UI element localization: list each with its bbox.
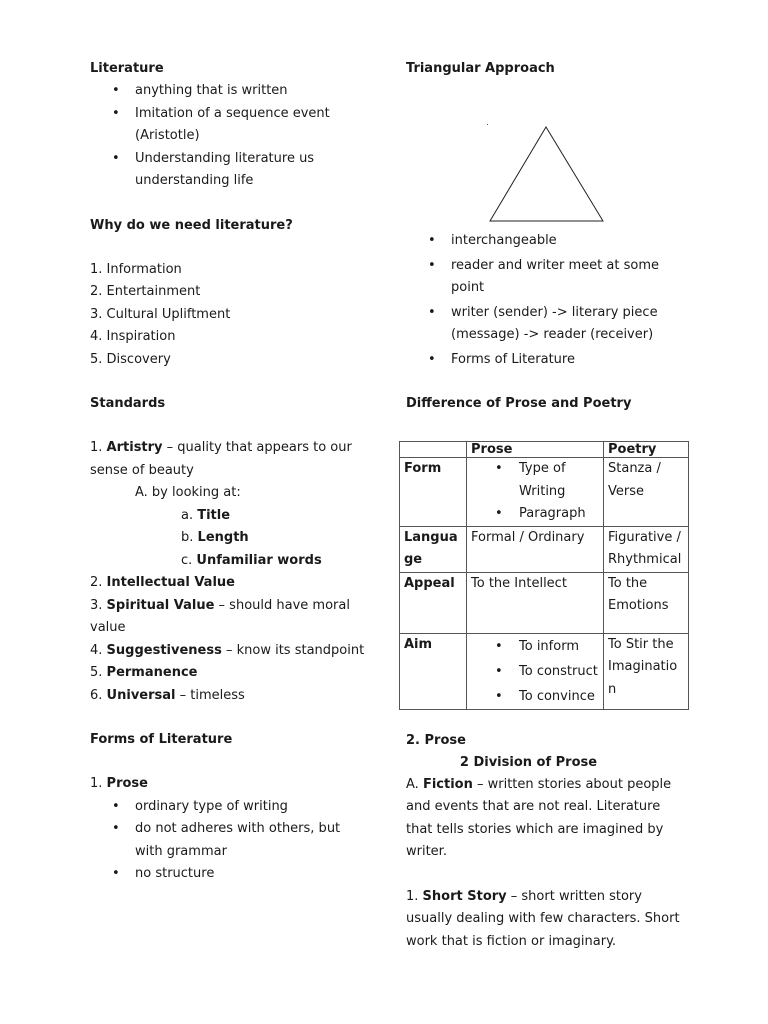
standard-spiritual [90, 595, 380, 618]
table-row [400, 633, 689, 709]
list-item [471, 458, 599, 503]
item-letter: c. [181, 552, 197, 568]
term: Suggestiveness [106, 642, 222, 658]
description: – should have moral [214, 597, 350, 613]
list-item-text: Type of [519, 461, 566, 476]
list-item: • anything that is written [90, 80, 380, 103]
term: Title [197, 507, 231, 523]
cell-list [471, 458, 599, 526]
cell-text: Imaginatio [608, 659, 678, 674]
description-cont: value [90, 620, 126, 635]
standard-suggestiveness [90, 640, 380, 663]
description: – know its standpoint [221, 642, 365, 658]
item-number: 2. [90, 575, 107, 590]
list-item-text: Imitation of a sequence event [135, 105, 330, 121]
cell-text: Verse [608, 483, 644, 499]
table-cell [604, 526, 689, 572]
prose-item [90, 773, 380, 796]
item-letter: b. [181, 530, 198, 545]
right-column [406, 58, 706, 953]
description: – short written story [506, 888, 642, 904]
row-label [400, 526, 467, 572]
list-item-text: (Aristotle) [135, 128, 200, 143]
standard-intellectual [90, 572, 380, 595]
list-item: • no structure [90, 863, 380, 886]
difference-heading: Difference of Prose and Poetry [406, 396, 632, 411]
term: Short Story [422, 888, 507, 904]
sub-sub-item [90, 505, 380, 528]
list-item-text: with grammar [135, 843, 227, 859]
list-item: • Forms of Literature [406, 349, 706, 372]
prose-list [90, 796, 380, 886]
left-column [90, 58, 380, 886]
list-item [406, 255, 706, 300]
list-item: 5. Discovery [90, 351, 171, 367]
list-item: • To construct [471, 659, 599, 684]
item-number: 1. [90, 776, 107, 791]
triangular-list [406, 230, 706, 371]
standard-permanence [90, 662, 380, 685]
description-cont: work that is fiction or imaginary. [406, 933, 617, 949]
list-item [90, 103, 380, 148]
prose-heading: 2. Prose [406, 732, 466, 748]
description-cont: and events that are not real. Literature [406, 799, 661, 814]
term: Universal [106, 687, 176, 703]
description: – written stories about people [472, 776, 672, 792]
term: Spiritual Value [106, 597, 215, 613]
description-cont: that tells stories which are imagined by [406, 821, 664, 837]
table-header-row [400, 442, 689, 458]
literature-heading: Literature [90, 61, 164, 76]
list-item: 2. Entertainment [90, 284, 201, 299]
row-label: Aim [400, 633, 467, 709]
sub-sub-item [90, 527, 380, 550]
table-header: Prose [467, 442, 604, 458]
cell-text: To Stir the [608, 636, 674, 652]
item-number: 4. [90, 642, 107, 658]
list-item: • To convince [471, 684, 599, 709]
item-number: 3. [90, 597, 107, 613]
list-item: • interchangeable [406, 230, 706, 253]
list-item-text: Writing [519, 483, 566, 499]
table-cell: To the Intellect [467, 572, 604, 633]
cell-text: Stanza / [608, 461, 661, 476]
list-item-text: writer (sender) -> literary piece [451, 304, 658, 320]
description: – timeless [175, 687, 245, 703]
list-item-text: do not adheres with others, but [135, 821, 341, 836]
list-item: 1. Information [90, 261, 182, 277]
list-item: • ordinary type of writing [90, 796, 380, 819]
triangle-shape [488, 124, 606, 224]
cell-text: To the [608, 575, 648, 591]
description: – quality that appears to our [162, 440, 352, 455]
table-cell: Formal / Ordinary [467, 526, 604, 572]
term: Fiction [422, 776, 473, 792]
table-row [400, 526, 689, 572]
term: Length [197, 530, 249, 545]
table-row [400, 458, 689, 527]
standard-artistry [90, 437, 380, 460]
description-cont: sense of beauty [90, 462, 194, 478]
cell-list [471, 634, 599, 709]
row-label: Form [400, 458, 467, 527]
item-number: 1. [90, 440, 107, 455]
sub-sub-item [90, 550, 380, 573]
short-story-item [406, 886, 706, 909]
list-item-text: Understanding literature us [135, 150, 315, 166]
list-item-text: understanding life [135, 173, 254, 188]
literature-list [90, 80, 380, 193]
cell-text: Langua [404, 529, 458, 545]
list-item: • Paragraph [471, 503, 599, 526]
cell-text: ge [404, 552, 423, 567]
table-cell [604, 633, 689, 709]
item-number: 5. [90, 665, 107, 680]
why-heading: Why do we need literature? [90, 217, 293, 233]
table-header: Poetry [604, 442, 689, 458]
list-item-text: reader and writer meet at some [451, 257, 659, 273]
list-item [90, 818, 380, 863]
list-item-text: point [451, 280, 485, 295]
list-item: 3. Cultural Upliftment [90, 306, 231, 322]
term: Intellectual Value [106, 575, 235, 590]
division-heading: 2 Division of Prose [459, 754, 598, 770]
list-item [90, 148, 380, 193]
list-item-text: (message) -> reader (receiver) [451, 327, 654, 342]
term: Artistry [106, 440, 163, 455]
cell-text: n [608, 681, 617, 697]
item-number: 6. [90, 687, 107, 703]
table-cell [467, 633, 604, 709]
sub-item: A. by looking at: [135, 485, 241, 500]
table-row [400, 572, 689, 633]
fiction-item [406, 774, 706, 797]
row-label: Appeal [400, 572, 467, 633]
description-cont: writer. [406, 844, 447, 859]
term: Permanence [106, 665, 198, 680]
triangular-heading: Triangular Approach [406, 61, 555, 76]
cell-text: Rhythmical [608, 552, 682, 567]
cell-text: Emotions [608, 598, 669, 613]
item-letter: a. [181, 507, 198, 523]
item-letter: A. [406, 776, 423, 792]
term: Unfamiliar words [196, 552, 322, 568]
triangle-diagram [406, 80, 706, 230]
forms-heading: Forms of Literature [90, 732, 233, 747]
list-item: 4. Inspiration [90, 329, 176, 344]
standard-universal [90, 685, 380, 708]
term: Prose [106, 776, 148, 791]
standards-heading: Standards [90, 396, 166, 411]
item-number: 1. [406, 888, 423, 904]
table-header [400, 442, 467, 458]
list-item [406, 302, 706, 347]
table-cell [604, 458, 689, 527]
description-cont: usually dealing with few characters. Short [406, 911, 680, 926]
table-cell [604, 572, 689, 633]
list-item: • To inform [471, 634, 599, 659]
table-cell [467, 458, 604, 527]
cell-text: Figurative / [608, 529, 681, 545]
prose-poetry-table [399, 441, 689, 710]
